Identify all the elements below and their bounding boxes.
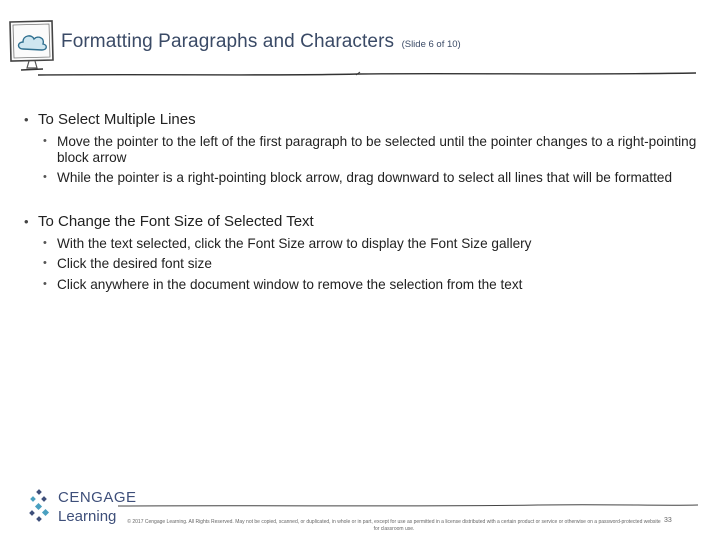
list-item	[24, 236, 704, 252]
footer-divider	[118, 503, 698, 508]
list-item-text: Click anywhere in the document window to remove the selection from the text	[57, 276, 523, 292]
list-item	[24, 256, 704, 272]
section-select-multiple-lines	[24, 110, 704, 186]
section-heading	[24, 212, 704, 232]
list-item	[24, 170, 704, 186]
bullet-icon: •	[24, 213, 29, 229]
heading-text: To Change the Font Size of Selected Text	[38, 212, 314, 230]
bullet-icon: •	[43, 171, 47, 183]
list-item	[24, 277, 704, 293]
cloud-computer-icon	[7, 18, 57, 74]
copyright-notice: © 2017 Cengage Learning. All Rights Reserved. May not be copied, scanned, or duplicated, in whole or in part, except for use as permitted in a license distributed with a certain product or service or otherwise on a password-protected website for classroom use.	[127, 519, 661, 532]
bullet-icon: •	[43, 277, 47, 290]
bullet-icon: •	[43, 257, 47, 269]
logo-text-learning: Learning	[58, 508, 117, 525]
sub-bullet-list	[24, 134, 704, 186]
slide-counter: (Slide 6 of 10)	[401, 39, 461, 50]
list-item	[24, 134, 704, 165]
sub-bullet-list	[24, 236, 704, 293]
list-item-text: With the text selected, click the Font Size arrow to display the Font Size gallery	[57, 235, 532, 251]
bullet-icon: •	[43, 135, 47, 147]
slide-title	[61, 31, 461, 53]
slide-body	[24, 110, 704, 310]
logo-text-cengage: CENGAGE	[58, 489, 137, 506]
header-divider	[38, 70, 696, 78]
bullet-icon: •	[24, 112, 29, 127]
title-text: Formatting Paragraphs and Characters	[61, 31, 395, 52]
bullet-icon: •	[43, 236, 47, 249]
heading-text: To Select Multiple Lines	[38, 111, 196, 128]
cengage-mark-icon	[28, 488, 54, 528]
cengage-learning-logo	[28, 486, 138, 530]
section-heading	[24, 110, 704, 130]
list-item-text: Move the pointer to the left of the first paragraph to be selected until the pointer changes to a right-pointing block arrow	[57, 134, 697, 165]
list-item-text: Click the desired font size	[57, 256, 212, 271]
list-item-text: While the pointer is a right-pointing block arrow, drag downward to select all lines that will be formatted	[57, 170, 673, 185]
section-change-font-size	[24, 212, 704, 293]
slide-number: 33	[664, 517, 672, 524]
